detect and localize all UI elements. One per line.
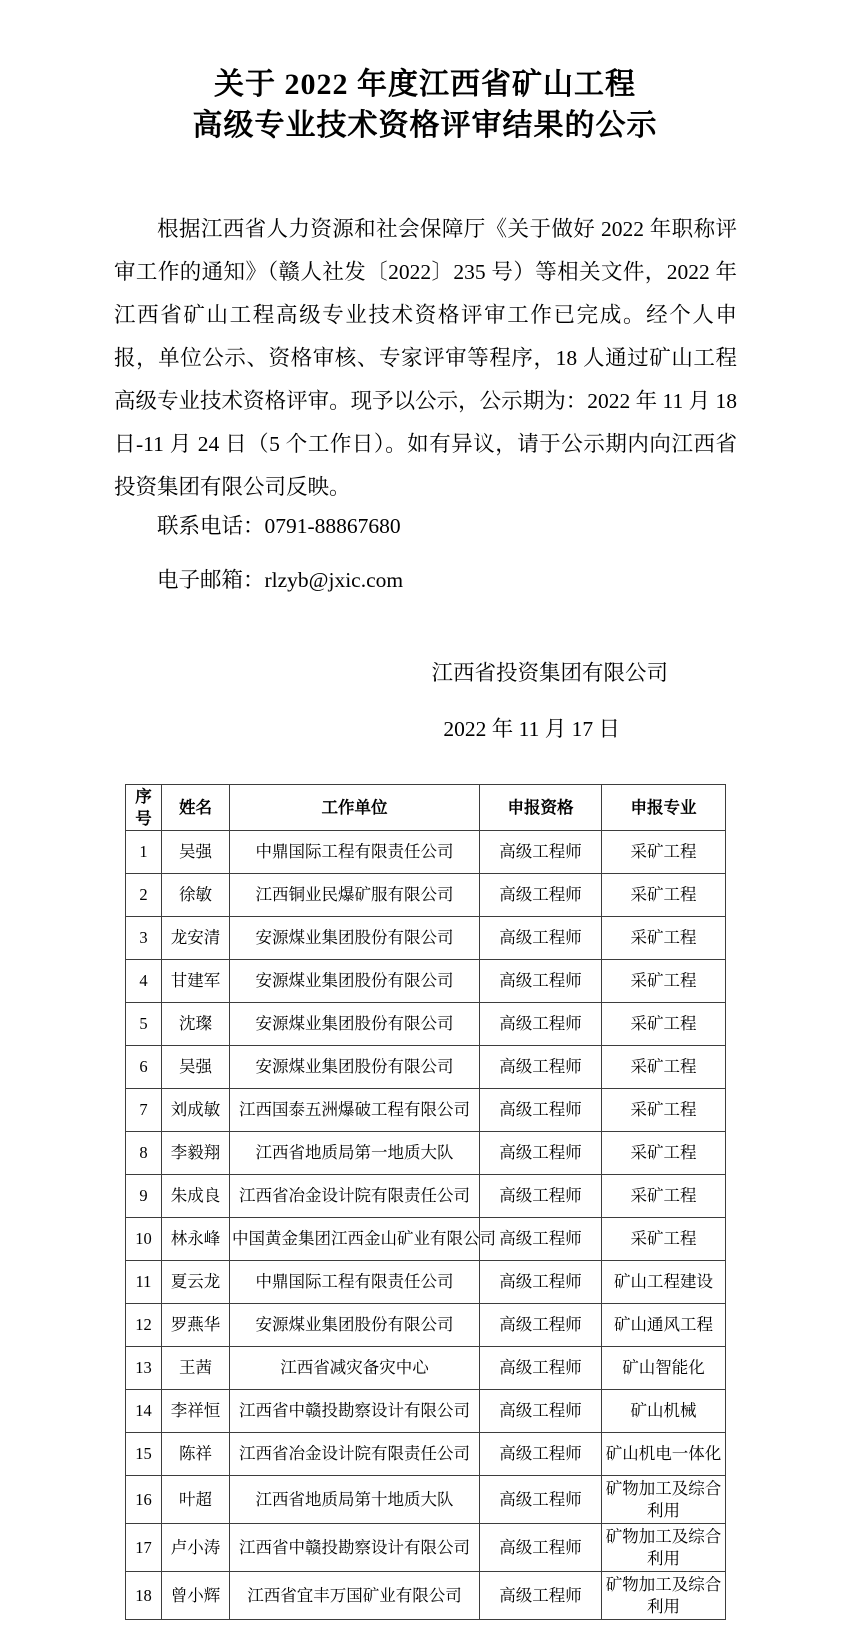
- table-row: [126, 960, 726, 1003]
- table-row: [126, 831, 726, 874]
- table-cell-no: 18: [126, 1572, 162, 1620]
- table-cell-employer: 中鼎国际工程有限责任公司: [230, 831, 480, 874]
- table-cell-employer: 安源煤业集团股份有限公司: [230, 1304, 480, 1347]
- table-cell-employer: 江西省地质局第十地质大队: [230, 1476, 480, 1524]
- table-cell-employer: 江西省冶金设计院有限责任公司: [230, 1433, 480, 1476]
- table-row: [126, 1390, 726, 1433]
- table-cell-qualification: 高级工程师: [480, 1132, 602, 1175]
- table-cell-no: 5: [126, 1003, 162, 1046]
- table-cell-qualification: 高级工程师: [480, 1304, 602, 1347]
- table-cell-specialty: 采矿工程: [602, 1218, 726, 1261]
- table-cell-qualification: 高级工程师: [480, 1476, 602, 1524]
- table-cell-qualification: 高级工程师: [480, 1046, 602, 1089]
- table-row: [126, 1524, 726, 1572]
- table-row: [126, 1089, 726, 1132]
- table-cell-employer: 江西省地质局第一地质大队: [230, 1132, 480, 1175]
- table-cell-name: 沈璨: [162, 1003, 230, 1046]
- table-cell-employer: 江西省中赣投勘察设计有限公司: [230, 1390, 480, 1433]
- table-row: [126, 917, 726, 960]
- table-cell-specialty: 矿山通风工程: [602, 1304, 726, 1347]
- table-cell-specialty: 矿物加工及综合利用: [602, 1524, 726, 1572]
- table-cell-no: 8: [126, 1132, 162, 1175]
- table-cell-name: 徐敏: [162, 874, 230, 917]
- table-cell-employer: 江西国泰五洲爆破工程有限公司: [230, 1089, 480, 1132]
- table-cell-name: 夏云龙: [162, 1261, 230, 1304]
- page-title: [0, 64, 850, 146]
- table-cell-no: 13: [126, 1347, 162, 1390]
- table-cell-name: 卢小涛: [162, 1524, 230, 1572]
- table-cell-name: 李祥恒: [162, 1390, 230, 1433]
- table-row: [126, 1304, 726, 1347]
- page-title-line1: 关于 2022 年度江西省矿山工程: [214, 68, 636, 101]
- contact-phone: 联系电话：0791-88867680: [157, 514, 401, 538]
- table-cell-no: 15: [126, 1433, 162, 1476]
- table-cell-specialty: 采矿工程: [602, 1089, 726, 1132]
- table-row: [126, 1132, 726, 1175]
- table-header-row: [126, 785, 726, 831]
- table-cell-no: 4: [126, 960, 162, 1003]
- table-row: [126, 874, 726, 917]
- table-cell-specialty: 采矿工程: [602, 831, 726, 874]
- table-cell-name: 王茜: [162, 1347, 230, 1390]
- results-table-body: [126, 831, 726, 1620]
- table-cell-name: 龙安清: [162, 917, 230, 960]
- table-cell-qualification: 高级工程师: [480, 1347, 602, 1390]
- table-cell-no: 1: [126, 831, 162, 874]
- table-cell-specialty: 矿物加工及综合利用: [602, 1572, 726, 1620]
- table-cell-employer: 江西省中赣投勘察设计有限公司: [230, 1524, 480, 1572]
- table-cell-specialty: 矿山智能化: [602, 1347, 726, 1390]
- table-cell-specialty: 矿山机电一体化: [602, 1433, 726, 1476]
- results-table: [125, 784, 726, 1620]
- table-cell-specialty: 矿山机械: [602, 1390, 726, 1433]
- table-cell-employer: 中国黄金集团江西金山矿业有限公司: [230, 1218, 480, 1261]
- header-cell-name: 姓名: [162, 785, 230, 831]
- table-cell-name: 叶超: [162, 1476, 230, 1524]
- table-cell-qualification: 高级工程师: [480, 1003, 602, 1046]
- table-cell-name: 李毅翔: [162, 1132, 230, 1175]
- table-cell-name: 吴强: [162, 831, 230, 874]
- results-table-header: [126, 785, 726, 831]
- table-cell-qualification: 高级工程师: [480, 1175, 602, 1218]
- table-cell-no: 17: [126, 1524, 162, 1572]
- table-row: [126, 1572, 726, 1620]
- table-cell-specialty: 采矿工程: [602, 1175, 726, 1218]
- table-cell-no: 9: [126, 1175, 162, 1218]
- table-row: [126, 1433, 726, 1476]
- table-cell-no: 16: [126, 1476, 162, 1524]
- table-row: [126, 1003, 726, 1046]
- table-cell-name: 曾小辉: [162, 1572, 230, 1620]
- table-cell-employer: 安源煤业集团股份有限公司: [230, 960, 480, 1003]
- table-cell-qualification: 高级工程师: [480, 917, 602, 960]
- table-cell-employer: 江西省减灾备灾中心: [230, 1347, 480, 1390]
- table-cell-specialty: 矿物加工及综合利用: [602, 1476, 726, 1524]
- table-cell-no: 11: [126, 1261, 162, 1304]
- table-cell-name: 罗燕华: [162, 1304, 230, 1347]
- table-cell-specialty: 采矿工程: [602, 874, 726, 917]
- table-cell-employer: 江西省宜丰万国矿业有限公司: [230, 1572, 480, 1620]
- header-cell-specialty: 申报专业: [602, 785, 726, 831]
- table-cell-no: 14: [126, 1390, 162, 1433]
- header-cell-no: 序号: [126, 785, 162, 831]
- table-cell-qualification: 高级工程师: [480, 1524, 602, 1572]
- table-cell-specialty: 采矿工程: [602, 960, 726, 1003]
- table-cell-name: 吴强: [162, 1046, 230, 1089]
- table-cell-specialty: 采矿工程: [602, 917, 726, 960]
- table-cell-no: 10: [126, 1218, 162, 1261]
- header-cell-qualification: 申报资格: [480, 785, 602, 831]
- table-cell-specialty: 采矿工程: [602, 1046, 726, 1089]
- header-cell-employer: 工作单位: [230, 785, 480, 831]
- table-row: [126, 1218, 726, 1261]
- page-title-line2: 高级专业技术资格评审结果的公示: [192, 109, 658, 142]
- table-cell-qualification: 高级工程师: [480, 1433, 602, 1476]
- table-cell-qualification: 高级工程师: [480, 1261, 602, 1304]
- table-cell-no: 3: [126, 917, 162, 960]
- table-cell-employer: 中鼎国际工程有限责任公司: [230, 1261, 480, 1304]
- table-cell-name: 林永峰: [162, 1218, 230, 1261]
- table-cell-qualification: 高级工程师: [480, 1218, 602, 1261]
- table-cell-qualification: 高级工程师: [480, 1390, 602, 1433]
- table-row: [126, 1046, 726, 1089]
- table-cell-employer: 安源煤业集团股份有限公司: [230, 1046, 480, 1089]
- table-cell-specialty: 采矿工程: [602, 1003, 726, 1046]
- table-row: [126, 1261, 726, 1304]
- table-row: [126, 1175, 726, 1218]
- table-cell-specialty: 矿山工程建设: [602, 1261, 726, 1304]
- table-cell-employer: 江西省冶金设计院有限责任公司: [230, 1175, 480, 1218]
- table-cell-no: 6: [126, 1046, 162, 1089]
- contact-email: 电子邮箱：rlzyb@jxic.com: [157, 568, 404, 592]
- table-cell-employer: 安源煤业集团股份有限公司: [230, 917, 480, 960]
- table-cell-qualification: 高级工程师: [480, 1089, 602, 1132]
- table-cell-no: 7: [126, 1089, 162, 1132]
- table-cell-no: 12: [126, 1304, 162, 1347]
- table-cell-name: 刘成敏: [162, 1089, 230, 1132]
- table-cell-qualification: 高级工程师: [480, 1572, 602, 1620]
- table-cell-name: 朱成良: [162, 1175, 230, 1218]
- table-cell-employer: 安源煤业集团股份有限公司: [230, 1003, 480, 1046]
- table-cell-qualification: 高级工程师: [480, 831, 602, 874]
- table-cell-name: 陈祥: [162, 1433, 230, 1476]
- table-cell-no: 2: [126, 874, 162, 917]
- table-cell-qualification: 高级工程师: [480, 960, 602, 1003]
- signature-date: 2022 年 11 月 17 日: [443, 717, 620, 741]
- table-cell-specialty: 采矿工程: [602, 1132, 726, 1175]
- table-cell-name: 甘建军: [162, 960, 230, 1003]
- signature-organization: 江西省投资集团有限公司: [431, 661, 668, 685]
- table-cell-qualification: 高级工程师: [480, 874, 602, 917]
- table-row: [126, 1476, 726, 1524]
- table-cell-employer: 江西铜业民爆矿服有限公司: [230, 874, 480, 917]
- body-paragraph: 根据江西省人力资源和社会保障厅《关于做好 2022 年职称评审工作的通知》（赣人社发〔2022〕235 号）等相关文件，2022 年江西省矿山工程高级专业技术资格评审工作已完成。经个人申报，单位公示、资格审核、专家评审等程序，18 人通过矿山工程高级专业技术资格评审。现予以公示，公示期为：2022 年 11 月 18 日-11 月 24 日（5 个工作日）。如有异议，请于公示期内向江西省投资集团有限公司反映。: [114, 217, 737, 499]
- table-row: [126, 1347, 726, 1390]
